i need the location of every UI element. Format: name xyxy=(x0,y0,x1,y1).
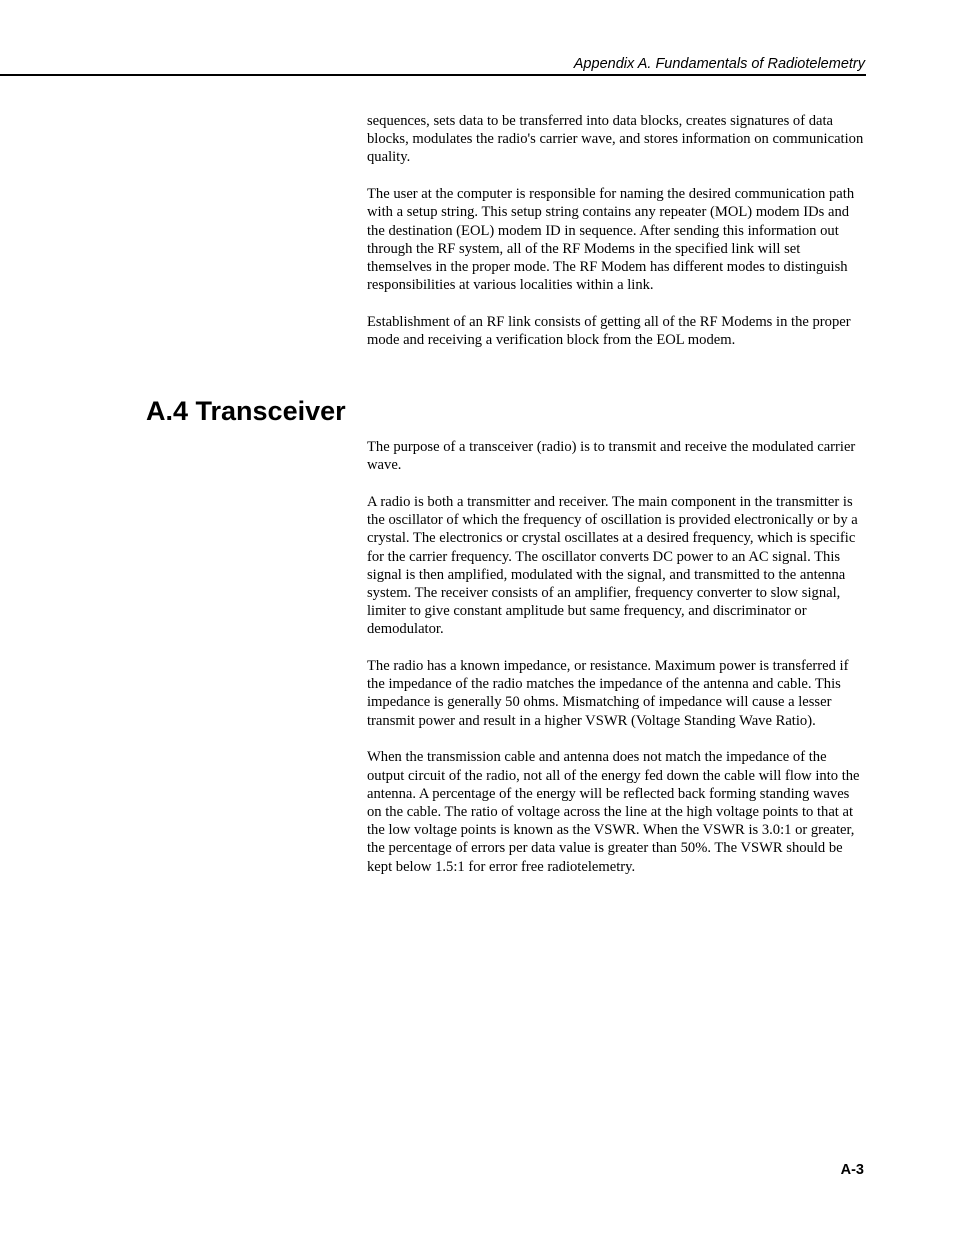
paragraph: The purpose of a transceiver (radio) is to transmit and receive the modulated carrier wave. xyxy=(367,439,856,474)
paragraph: The radio has a known impedance, or resistance. Maximum power is transferred if the impedance of the radio matches the impedance of the antenna and cable. This impedance is generally 50 ohms. Mismatching of impedance will cause a lesser transmit power and result in a higher VSWR (Voltage Standing Wave Ratio). xyxy=(367,658,849,729)
paragraph: When the transmission cable and antenna does not match the impedance of the output circuit of the radio, not all of the energy fed down the cable will flow into the antenna. A percentage of the energy will be reflected back forming standing waves on the cable. The ratio of voltage across the line at the high voltage points to that at the low voltage points is known as the VSWR. When the VSWR is 3.0:1 or greater, the percentage of errors per data value is greater than 50%. The VSWR should be kept below 1.5:1 for error free radiotelemetry. xyxy=(367,749,860,875)
intro-text-block xyxy=(367,112,867,368)
paragraph: sequences, sets data to be transferred into data blocks, creates signatures of data blocks, modulates the radio's carrier wave, and stores information on communication quality. xyxy=(367,113,864,166)
paragraph: A radio is both a transmitter and receiver. The main component in the transmitter is the oscillator of which the frequency of oscillation is provided electronically or by a crystal. The electronics or crystal oscillates at a desired frequency, which is specific for the carrier frequency. The oscillator converts DC power to an AC signal. This signal is then amplified, modulated with the signal, and transmitted to the antenna system. The receiver consists of an amplifier, frequency converter to slow signal, limiter to give constant amplitude but same frequency, and discriminator or demodulator. xyxy=(367,493,858,638)
running-header: Appendix A. Fundamentals of Radiotelemetry xyxy=(573,56,865,72)
header-rule xyxy=(0,74,866,76)
paragraph: The user at the computer is responsible for naming the desired communication path with a setup string. This setup string contains any repeater (MOL) modem IDs and the destination (EOL) modem ID in sequence. After sending this information out through the RF system, all of the RF Modems in the specified link will set themselves in the proper mode. The RF Modem has different modes to distinguish responsibilities at various localities within a link. xyxy=(367,186,855,294)
section-text-block xyxy=(367,438,867,894)
section-heading: A.4 Transceiver xyxy=(146,396,346,426)
paragraph: Establishment of an RF link consists of getting all of the RF Modems in the proper mode and receiving a verification block from the EOL modem. xyxy=(367,313,851,349)
page-number: A-3 xyxy=(840,1162,864,1178)
